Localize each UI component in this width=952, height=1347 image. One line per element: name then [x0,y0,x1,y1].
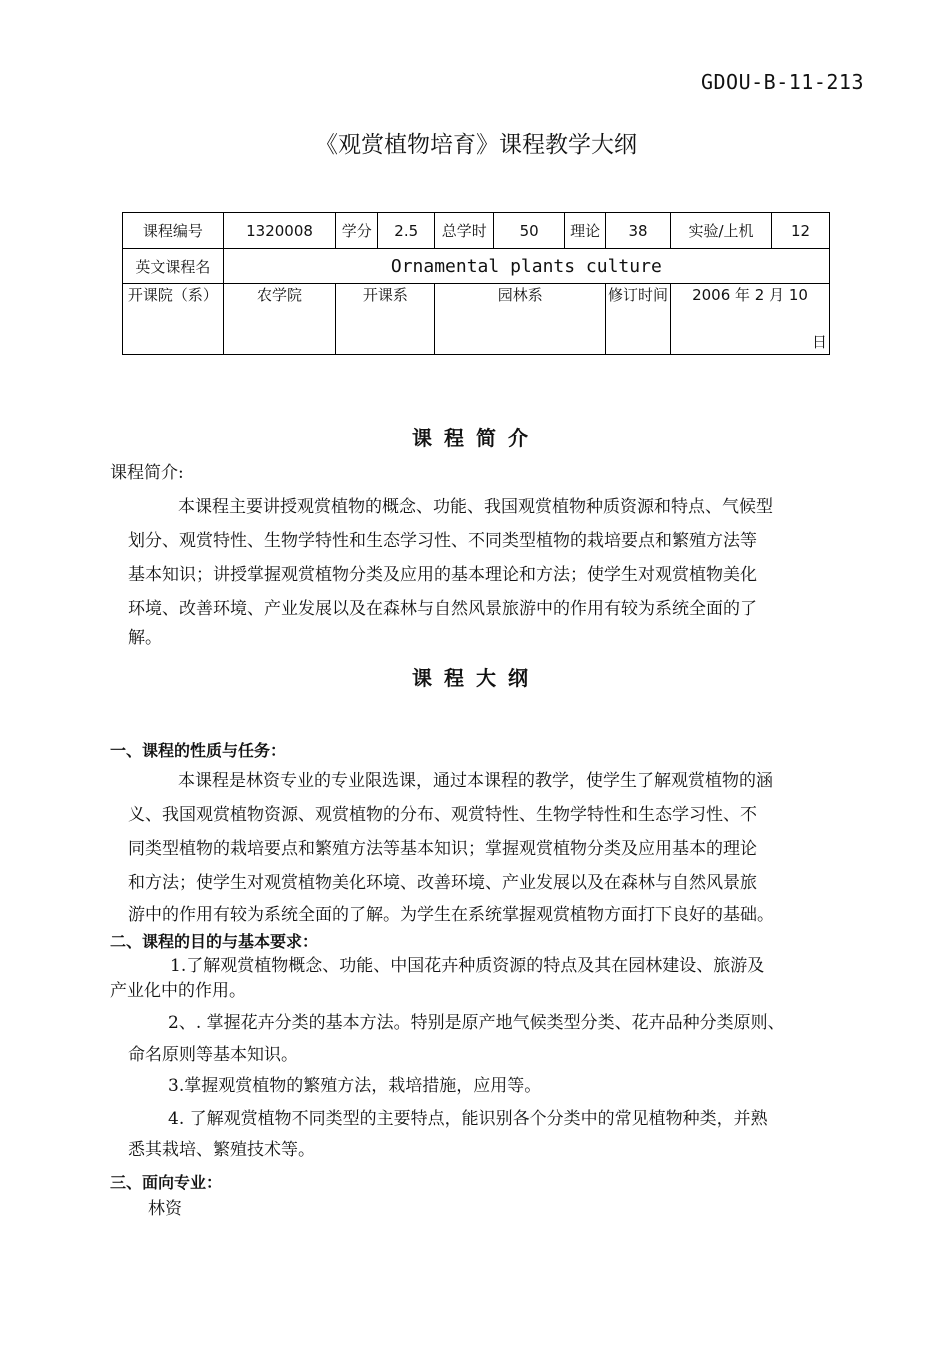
theory-label: 理论 [565,213,606,249]
section-2-item: 产业化中的作用。 [110,981,246,1001]
section-2-item: 2、. 掌握花卉分类的基本方法。特别是原产地气候类型分类、花卉品种分类原则、 [168,1013,785,1033]
lab-label: 实验/上机 [671,213,772,249]
section-2-title: 二、课程的目的与基本要求： [110,932,319,951]
course-no-value: 1320008 [223,213,336,249]
intro-line: 本课程主要讲授观赏植物的概念、功能、我国观赏植物种质资源和特点、气候型 [178,497,773,517]
total-hours-value: 50 [493,213,564,249]
college-value: 农学院 [223,284,336,355]
section-2-item: 4. 了解观赏植物不同类型的主要特点，能识别各个分类中的常见植物种类，并熟 [168,1109,768,1129]
section-1-title: 一、课程的性质与任务： [110,741,287,760]
section-1-line: 和方法；使学生对观赏植物美化环境、改善环境、产业发展以及在森林与自然风景旅 [128,873,757,893]
intro-line: 基本知识；讲授掌握观赏植物分类及应用的基本理论和方法；使学生对观赏植物美化 [128,565,757,585]
intro-line: 划分、观赏特性、生物学特性和生态学习性、不同类型植物的栽培要点和繁殖方法等 [128,531,757,551]
section-1-line: 同类型植物的栽培要点和繁殖方法等基本知识；掌握观赏植物分类及应用基本的理论 [128,839,757,859]
dept-label: 开课系 [336,284,435,355]
revision-label: 修订时间 [606,284,671,355]
intro-line: 环境、改善环境、产业发展以及在森林与自然风景旅游中的作用有较为系统全面的了 [128,599,757,619]
section-1-line: 游中的作用有较为系统全面的了解。为学生在系统掌握观赏植物方面打下良好的基础。 [128,905,774,925]
english-name-value: Ornamental plants culture [223,249,829,284]
revision-date-value: 2006 年 2 月 10 [692,286,808,304]
total-hours-label: 总学时 [435,213,494,249]
section-2-item: 命名原则等基本知识。 [128,1045,298,1065]
outline-heading: 课程大纲 [412,666,540,690]
table-row [123,249,830,284]
section-3-title: 三、面向专业： [110,1173,223,1192]
section-1-line: 本课程是林资专业的专业限选课，通过本课程的教学，使学生了解观赏植物的涵 [178,771,773,791]
section-2-item: 悉其栽培、繁殖技术等。 [128,1140,315,1160]
section-2-item: 3.掌握观赏植物的繁殖方法，栽培措施，应用等。 [168,1076,542,1096]
document-code: GDOU-B-11-213 [700,70,864,94]
revision-date-day-suffix: 日 [811,333,827,351]
section-2-item: 1.了解观赏植物概念、功能、中国花卉种质资源的特点及其在园林建设、旅游及 [170,956,765,976]
table-row [123,284,830,355]
credit-value: 2.5 [378,213,435,249]
theory-value: 38 [606,213,671,249]
intro-heading: 课程简介 [412,426,540,450]
college-label: 开课院（系） [123,284,224,355]
table-row [123,213,830,249]
section-3-value: 林资 [148,1199,182,1219]
dept-value: 园林系 [435,284,606,355]
english-name-label: 英文课程名 [123,249,224,284]
section-1-line: 义、我国观赏植物资源、观赏植物的分布、观赏特性、生物学特性和生态学习性、不 [128,805,757,825]
page-title: 《观赏植物培育》课程教学大纲 [315,132,637,158]
course-info-table [122,212,830,355]
course-no-label: 课程编号 [123,213,224,249]
revision-date-cell [671,284,830,355]
lab-value: 12 [772,213,830,249]
intro-label: 课程简介: [110,463,184,483]
credit-label: 学分 [336,213,378,249]
intro-line: 解。 [128,628,162,648]
